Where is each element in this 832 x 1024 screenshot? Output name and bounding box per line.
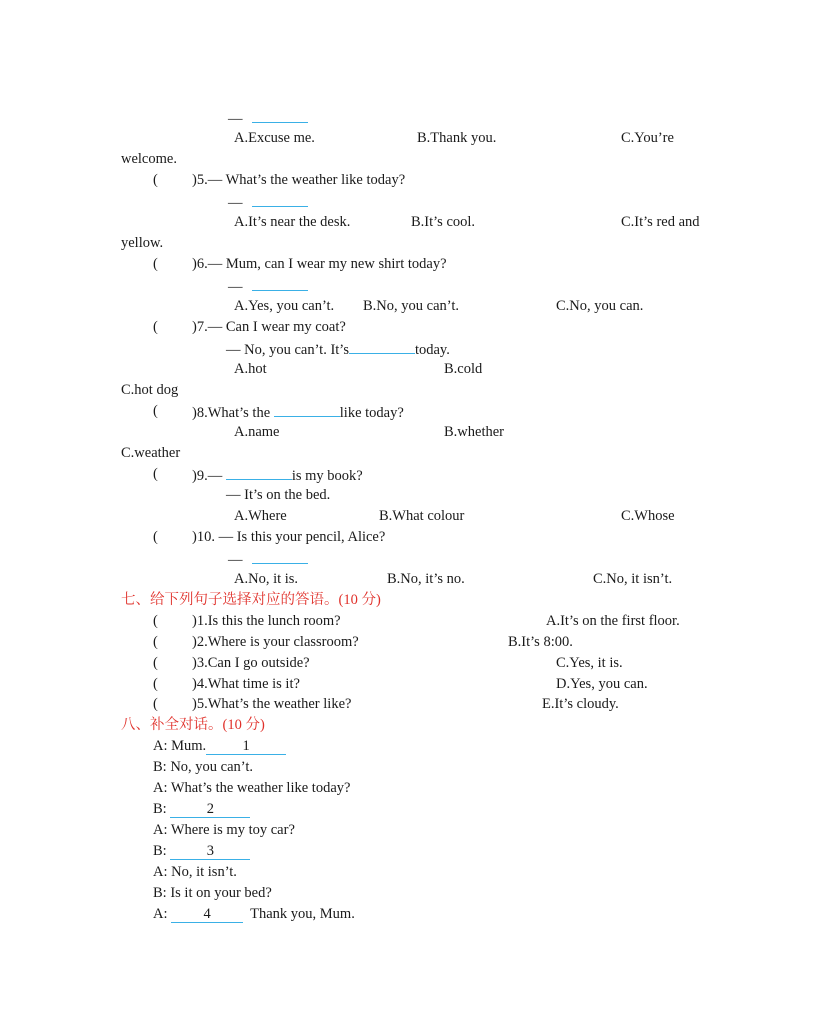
s7-item-1-question: )1.Is this the lunch room?: [192, 613, 341, 629]
q7-option-b: B.cold: [444, 361, 483, 377]
q7-question-text: — Can I wear my coat?: [207, 319, 346, 335]
q6-question: [192, 255, 447, 273]
q9-question-post: is my book?: [291, 468, 363, 484]
q7-option-a: A.hot: [234, 361, 267, 377]
s8-line-8: B: Is it on your bed?: [153, 885, 272, 901]
q5-dash: —: [228, 195, 243, 211]
s7-item-2-answer: B.It’s 8:00.: [508, 634, 573, 650]
q5-option-c-wrap: yellow.: [121, 235, 164, 251]
q5-question-text: — What’s the weather like today?: [207, 172, 406, 188]
q6-answer-line: [228, 276, 308, 294]
s7-item-5-answer: E.It’s cloudy.: [542, 696, 619, 712]
q9-number: )9.: [192, 468, 208, 484]
q5-option-c: C.It’s red and: [621, 214, 700, 230]
s8-line-7: A: No, it isn’t.: [153, 864, 237, 880]
s7-item-5-paren: (: [153, 696, 158, 712]
q7-answer-line: [226, 339, 450, 357]
q5-option-b: B.It’s cool.: [411, 214, 476, 230]
q8-paren: (: [153, 403, 158, 419]
q6-number: )6.: [192, 256, 208, 272]
q9-option-b: B.What colour: [379, 508, 465, 524]
q7-option-c: C.hot dog: [121, 382, 179, 398]
s8-blank-3[interactable]: 3: [170, 843, 250, 860]
s8-line-4: B: 2: [153, 800, 250, 818]
s7-item-2-question: )2.Where is your classroom?: [192, 634, 359, 650]
q6-question-text: — Mum, can I wear my new shirt today?: [207, 256, 447, 272]
q4-option-c-wrap: welcome.: [121, 151, 177, 167]
q7-answer-blank[interactable]: [349, 339, 415, 354]
q10-option-b: B.No, it’s no.: [387, 571, 465, 587]
q6-answer-blank[interactable]: [252, 276, 308, 291]
q7-answer-post: today.: [414, 342, 450, 358]
s7-item-4-question: )4.What time is it?: [192, 676, 300, 692]
q9-answer: — It’s on the bed.: [226, 487, 331, 503]
q6-dash: —: [228, 279, 243, 295]
s7-item-1-answer: A.It’s on the first floor.: [546, 613, 680, 629]
q4-option-b: B.Thank you.: [417, 130, 497, 146]
q10-question: [192, 528, 385, 546]
q10-answer-blank[interactable]: [252, 549, 308, 564]
section8-heading: 八、补全对话。(10 分): [121, 717, 265, 733]
q7-question: [192, 318, 346, 336]
q4-option-a: A.Excuse me.: [234, 130, 315, 146]
q8-question-post: like today?: [339, 405, 404, 421]
q9-option-c: C.Whose: [621, 508, 675, 524]
q10-answer-line: [228, 549, 308, 567]
q8-question: [192, 402, 404, 420]
s8-line-5: A: Where is my toy car?: [153, 822, 295, 838]
q10-paren: (: [153, 529, 158, 545]
q7-answer-pre: — No, you can’t. It’s: [226, 342, 349, 358]
q5-answer-line: [228, 192, 308, 210]
q6-option-b: B.No, you can’t.: [363, 298, 459, 314]
s7-item-4-answer: D.Yes, you can.: [556, 676, 648, 692]
q4-dash: —: [228, 111, 243, 127]
q8-question-pre: What’s the: [207, 405, 271, 421]
q5-answer-blank[interactable]: [252, 192, 308, 207]
q5-number: )5.: [192, 172, 208, 188]
s8-line-1: A: Mum. 1: [153, 737, 286, 755]
section7-heading: 七、给下列句子选择对应的答语。(10 分): [121, 592, 381, 608]
s7-item-5-question: )5.What’s the weather like?: [192, 696, 352, 712]
s7-item-3-paren: (: [153, 655, 158, 671]
s8-line-9: A: 4 Thank you, Mum.: [153, 906, 355, 922]
q7-number: )7.: [192, 319, 208, 335]
s7-item-1-paren: (: [153, 613, 158, 629]
q9-question: [192, 465, 363, 483]
s7-item-4-paren: (: [153, 676, 158, 692]
s7-item-3-answer: C.Yes, it is.: [556, 655, 623, 671]
s8-line-2: B: No, you can’t.: [153, 759, 254, 775]
q8-option-a: A.name: [234, 424, 280, 440]
q8-question-blank[interactable]: [274, 402, 340, 417]
s8-blank-4[interactable]: 4: [171, 906, 243, 923]
s7-item-2-paren: (: [153, 634, 158, 650]
s7-item-3-question: )3.Can I go outside?: [192, 655, 310, 671]
q6-option-c: C.No, you can.: [556, 298, 644, 314]
q8-number: )8.: [192, 405, 208, 421]
q4-option-c: C.You’re: [621, 130, 674, 146]
q9-question-pre: —: [207, 468, 223, 484]
q9-paren: (: [153, 466, 158, 482]
q8-option-c: C.weather: [121, 445, 181, 461]
q4-answer-line: [228, 108, 308, 126]
q9-question-blank[interactable]: [226, 465, 292, 480]
q6-option-a: A.Yes, you can’t.: [234, 298, 335, 314]
s8-blank-1[interactable]: 1: [206, 738, 286, 755]
q10-dash: —: [228, 552, 243, 568]
q10-option-c: C.No, it isn’t.: [593, 571, 673, 587]
q7-paren: (: [153, 319, 158, 335]
q9-option-a: A.Where: [234, 508, 287, 524]
q10-option-a: A.No, it is.: [234, 571, 299, 587]
q8-option-b: B.whether: [444, 424, 504, 440]
s8-line-6: B: 3: [153, 842, 250, 860]
q10-question-text: — Is this your pencil, Alice?: [218, 529, 386, 545]
s8-line-3: A: What’s the weather like today?: [153, 780, 351, 796]
q10-number: )10.: [192, 529, 215, 545]
q4-answer-blank[interactable]: [252, 108, 308, 123]
q6-paren: (: [153, 256, 158, 272]
s8-blank-2[interactable]: 2: [170, 801, 250, 818]
q5-question: [192, 171, 405, 189]
q5-paren: (: [153, 172, 158, 188]
q5-option-a: A.It’s near the desk.: [234, 214, 351, 230]
